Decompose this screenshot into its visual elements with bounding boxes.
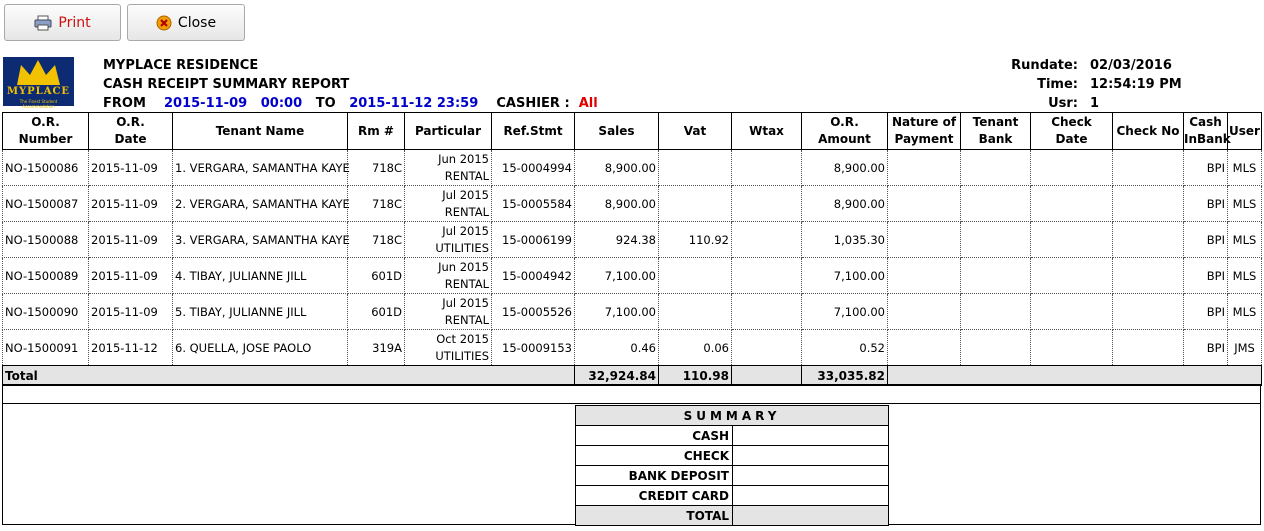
cell-or-number: NO-1500086	[3, 150, 89, 186]
cell-wtax	[732, 150, 802, 186]
summary-cash-value	[733, 426, 889, 446]
cell-period: Jun 2015	[438, 259, 489, 274]
cell-particular-type: UTILITIES	[435, 348, 489, 363]
close-button[interactable]	[127, 4, 245, 41]
cell-sales: 924.38	[575, 222, 659, 258]
cell-check-date	[1031, 258, 1113, 294]
cell-nature	[888, 258, 961, 294]
col-check-date: Check Date	[1031, 113, 1113, 150]
cell-vat	[659, 186, 732, 222]
summary-credit-card-value	[733, 486, 889, 506]
col-particular: Particular	[405, 113, 492, 150]
col-nature-of-payment: Nature of Payment	[888, 113, 961, 150]
receipts-table	[2, 112, 1262, 386]
rundate-label: Rundate:	[1011, 58, 1078, 73]
cell-rm: 319A	[348, 330, 405, 366]
crown-icon	[3, 57, 74, 87]
summary-table	[575, 405, 889, 526]
usr-label: Usr:	[1048, 96, 1078, 111]
table-row	[3, 186, 1262, 222]
cell-nature	[888, 330, 961, 366]
summary-total-label: TOTAL	[576, 506, 733, 526]
cell-amount: 8,900.00	[802, 186, 888, 222]
cell-ref: 15-0004994	[492, 150, 575, 186]
cell-check-no	[1113, 222, 1184, 258]
to-label: TO	[315, 96, 336, 111]
cell-sales: 7,100.00	[575, 294, 659, 330]
cell-tenant: 5. TIBAY, JULIANNE JILL	[173, 294, 348, 330]
cell-or-number: NO-1500089	[3, 258, 89, 294]
cell-period: Jul 2015	[442, 295, 489, 310]
cell-period: Jun 2015	[438, 151, 489, 166]
cell-wtax	[732, 186, 802, 222]
col-or-number: O.R. Number	[3, 113, 89, 150]
cell-particular-type: UTILITIES	[435, 240, 489, 255]
cell-tenant-bank	[961, 150, 1031, 186]
cell-tenant: 6. QUELLA, JOSE PAOLO	[173, 330, 348, 366]
col-tenant-bank: Tenant Bank	[961, 113, 1031, 150]
summary-total-value	[733, 506, 889, 526]
cell-or-number: NO-1500088	[3, 222, 89, 258]
table-row	[3, 258, 1262, 294]
cell-check-no	[1113, 294, 1184, 330]
cell-nature	[888, 150, 961, 186]
cell-tenant: 4. TIBAY, JULIANNE JILL	[173, 258, 348, 294]
summary-bank-deposit-label: BANK DEPOSIT	[576, 466, 733, 486]
cell-ref: 15-0006199	[492, 222, 575, 258]
cell-bank: BPI	[1184, 294, 1228, 330]
cell-wtax	[732, 330, 802, 366]
cell-period: Jul 2015	[442, 187, 489, 202]
col-rm: Rm #	[348, 113, 405, 150]
cell-rm: 718C	[348, 186, 405, 222]
cell-wtax	[732, 258, 802, 294]
cell-amount: 7,100.00	[802, 294, 888, 330]
cell-rm: 601D	[348, 258, 405, 294]
to-datetime: 2015-11-12 23:59	[349, 96, 479, 111]
close-icon	[156, 15, 172, 31]
cell-ref: 15-0005584	[492, 186, 575, 222]
cell-ref: 15-0009153	[492, 330, 575, 366]
cell-particular-type: RENTAL	[444, 312, 489, 327]
cell-nature	[888, 186, 961, 222]
time-label: Time:	[1037, 77, 1078, 92]
cell-amount: 8,900.00	[802, 150, 888, 186]
col-sales: Sales	[575, 113, 659, 150]
usr-value: 1	[1090, 96, 1100, 111]
cell-nature	[888, 294, 961, 330]
cell-period: Jul 2015	[442, 223, 489, 238]
col-ref-stmt: Ref.Stmt	[492, 113, 575, 150]
cell-bank: BPI	[1184, 330, 1228, 366]
cell-or-date: 2015-11-09	[89, 222, 173, 258]
logo-tagline: The Finest Student Accommodation	[19, 99, 58, 109]
cell-tenant: 1. VERGARA, SAMANTHA KAYE	[173, 150, 348, 186]
time-value: 12:54:19 PM	[1090, 77, 1182, 92]
cell-bank: BPI	[1184, 258, 1228, 294]
summary-title: SUMMARY	[576, 406, 889, 426]
cell-tenant-bank	[961, 330, 1031, 366]
table-row	[3, 222, 1262, 258]
total-rest	[888, 366, 1262, 386]
cell-rm: 718C	[348, 222, 405, 258]
printer-icon	[34, 15, 52, 31]
cell-rm: 601D	[348, 294, 405, 330]
cell-particular	[405, 258, 492, 294]
col-cash-in-bank: Cash InBank	[1184, 113, 1228, 150]
cashier-label: CASHIER :	[496, 96, 570, 111]
cell-particular	[405, 186, 492, 222]
cell-check-date	[1031, 330, 1113, 366]
rundate-value: 02/03/2016	[1090, 58, 1172, 73]
cell-vat	[659, 294, 732, 330]
cell-particular-type: RENTAL	[444, 204, 489, 219]
print-label: Print	[58, 14, 91, 31]
cell-vat	[659, 150, 732, 186]
cell-or-date: 2015-11-09	[89, 258, 173, 294]
cell-user: JMS	[1228, 330, 1262, 366]
cell-amount: 7,100.00	[802, 258, 888, 294]
summary-credit-card-label: CREDIT CARD	[576, 486, 733, 506]
cell-tenant: 2. VERGARA, SAMANTHA KAYE	[173, 186, 348, 222]
col-vat: Vat	[659, 113, 732, 150]
cell-tenant-bank	[961, 222, 1031, 258]
cell-check-date	[1031, 222, 1113, 258]
spacer-row	[2, 384, 1261, 404]
summary-bank-deposit-value	[733, 466, 889, 486]
total-row	[3, 366, 1262, 386]
from-time: 00:00	[260, 96, 303, 111]
cell-tenant-bank	[961, 258, 1031, 294]
close-label: Close	[177, 14, 217, 31]
cell-wtax	[732, 222, 802, 258]
total-wtax	[732, 366, 802, 386]
summary-check-label: CHECK	[576, 446, 733, 466]
cell-sales: 8,900.00	[575, 150, 659, 186]
cell-wtax	[732, 294, 802, 330]
summary-cash-label: CASH	[576, 426, 733, 446]
cell-user: MLS	[1228, 150, 1262, 186]
company-name: MYPLACE RESIDENCE	[103, 58, 259, 73]
cell-particular-type: RENTAL	[444, 276, 489, 291]
cell-or-number: NO-1500090	[3, 294, 89, 330]
cell-rm: 718C	[348, 150, 405, 186]
total-amount: 33,035.82	[802, 366, 888, 386]
cell-particular	[405, 330, 492, 366]
cell-ref: 15-0004942	[492, 258, 575, 294]
cell-bank: BPI	[1184, 222, 1228, 258]
date-range	[103, 96, 598, 111]
table-row	[3, 150, 1262, 186]
cell-bank: BPI	[1184, 186, 1228, 222]
cell-check-no	[1113, 258, 1184, 294]
from-label: FROM	[103, 96, 146, 111]
cashier-value: All	[578, 96, 598, 111]
cell-or-date: 2015-11-09	[89, 150, 173, 186]
cell-check-date	[1031, 150, 1113, 186]
cell-check-no	[1113, 186, 1184, 222]
cell-user: MLS	[1228, 186, 1262, 222]
table-row	[3, 294, 1262, 330]
cell-or-date: 2015-11-09	[89, 294, 173, 330]
summary-check-value	[733, 446, 889, 466]
print-button[interactable]	[4, 4, 121, 41]
cell-or-date: 2015-11-12	[89, 330, 173, 366]
cell-check-date	[1031, 294, 1113, 330]
cell-bank: BPI	[1184, 150, 1228, 186]
cell-user: MLS	[1228, 294, 1262, 330]
cell-sales: 0.46	[575, 330, 659, 366]
cell-period: Oct 2015	[436, 331, 489, 346]
cell-amount: 1,035.30	[802, 222, 888, 258]
cell-check-date	[1031, 186, 1113, 222]
cell-particular	[405, 294, 492, 330]
from-date: 2015-11-09	[164, 96, 248, 111]
col-tenant-name: Tenant Name	[173, 113, 348, 150]
col-or-amount: O.R. Amount	[802, 113, 888, 150]
cell-ref: 15-0005526	[492, 294, 575, 330]
cell-particular	[405, 150, 492, 186]
report-title: CASH RECEIPT SUMMARY REPORT	[103, 77, 350, 92]
col-or-date: O.R. Date	[89, 113, 173, 150]
col-wtax: Wtax	[732, 113, 802, 150]
cell-particular	[405, 222, 492, 258]
cell-check-no	[1113, 150, 1184, 186]
cell-sales: 7,100.00	[575, 258, 659, 294]
cell-tenant-bank	[961, 186, 1031, 222]
cell-or-date: 2015-11-09	[89, 186, 173, 222]
total-vat: 110.98	[659, 366, 732, 386]
cell-vat: 0.06	[659, 330, 732, 366]
col-user: User	[1228, 113, 1262, 150]
table-row	[3, 330, 1262, 366]
cell-user: MLS	[1228, 258, 1262, 294]
cell-vat: 110.92	[659, 222, 732, 258]
cell-particular-type: RENTAL	[444, 168, 489, 183]
cell-vat	[659, 258, 732, 294]
cell-user: MLS	[1228, 222, 1262, 258]
col-check-no: Check No	[1113, 113, 1184, 150]
table-header-row	[3, 113, 1262, 150]
logo-text: MYPLACE	[6, 86, 71, 97]
cell-tenant-bank	[961, 294, 1031, 330]
cell-amount: 0.52	[802, 330, 888, 366]
company-logo	[3, 57, 74, 109]
cell-check-no	[1113, 330, 1184, 366]
cell-sales: 8,900.00	[575, 186, 659, 222]
total-sales: 32,924.84	[575, 366, 659, 386]
cell-or-number: NO-1500091	[3, 330, 89, 366]
cell-tenant: 3. VERGARA, SAMANTHA KAYE	[173, 222, 348, 258]
cell-nature	[888, 222, 961, 258]
cell-or-number: NO-1500087	[3, 186, 89, 222]
total-label: Total	[3, 366, 575, 386]
